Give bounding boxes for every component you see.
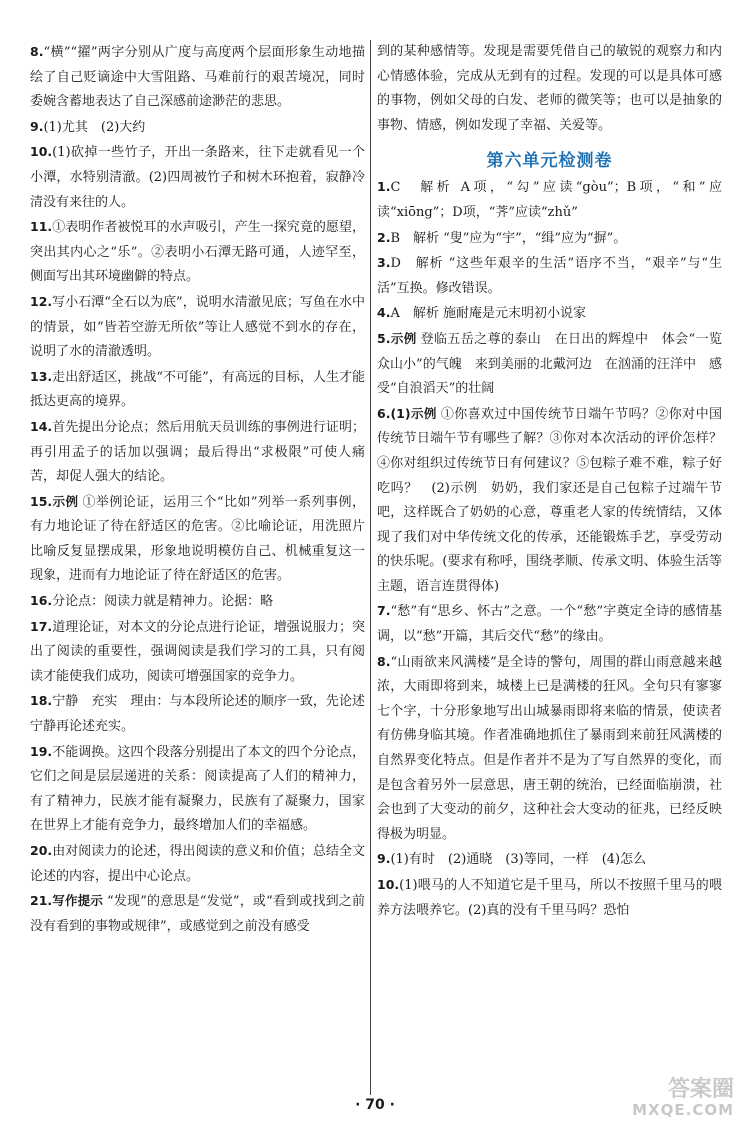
answer-item — [30, 40, 365, 115]
answer-number: 15. — [30, 493, 53, 509]
answer-number: 5. — [377, 330, 391, 346]
answer-number: 13. — [30, 368, 53, 384]
answer-item — [30, 215, 365, 290]
answer-text: “山雨欲来风满楼”是全诗的警句，周围的群山雨意越来越浓，大雨即将到来，城楼上已是满楼的狂风。全句只有寥寥七个字，十分形象地写出山城暴雨即将来临的情景，使读者有仿佛身临其境。作者准确地抓住了暴雨到来前狂风满楼的自然界变化特点。但是作者并不是为了写自然界的变化，而是包含着另外一层意思，唐王朝的统治，已经面临崩溃，社会也到了大变动的前夕，这种社会大变动的征兆，已经反映得极为明显。 — [377, 654, 722, 842]
answer-number: 11. — [30, 219, 53, 235]
section-title: 第六单元检测卷 — [486, 151, 613, 172]
answer-text: (1)有时 (2)通晓 (3)等同，一样 (4)怎么 — [390, 852, 647, 868]
answer-number: 10. — [377, 877, 400, 892]
answer-number: 8. — [377, 653, 391, 669]
answer-item — [377, 402, 722, 600]
column-divider — [370, 40, 371, 1095]
answer-text: ①表明作者被悦耳的水声吸引，产生一探究竟的愿望，突出其内心之“乐”。②表明小石潭无路可通，人迹罕至，侧面写出其环境幽僻的特点。 — [30, 220, 365, 285]
answer-text: 分论点：阅读力就是精神力。论据：略 — [52, 594, 274, 610]
answer-item — [377, 175, 722, 225]
continued-answer-21: 到的某种感情等。发现是需要凭借自己的敏锐的观察力和内心情感体验，完成从无到有的过程。发现的可以是具体可感的事物，例如父母的白发、老师的微笑等；也可以是抽象的事物、情感，例如发现了幸福、关爱等。 — [377, 44, 722, 133]
answer-text: D 解析 “这些年艰辛的生活”语序不当，“艰辛”与“生活”互换。修改错误。 — [377, 256, 722, 296]
answer-text: (1)尤其 (2)大约 — [43, 119, 146, 135]
answer-item — [377, 599, 722, 649]
answer-number: 10. — [30, 144, 53, 160]
answer-item — [377, 327, 722, 402]
left-column — [30, 40, 365, 939]
answer-number: 20. — [30, 843, 53, 858]
watermark-top: 答案圈 — [667, 1077, 734, 1102]
answer-text: “横”“擢”两字分别从广度与高度两个层面形象生动地描绘了自己贬谪途中大雪阻路、马难前行的艰苦境况，同时委婉含蓄地表达了自己深感前途渺茫的悲思。 — [30, 45, 365, 110]
right-column — [377, 40, 722, 923]
answer-item — [30, 415, 365, 490]
answer-text: A 解析 施耐庵是元末明初小说家 — [390, 306, 586, 322]
watermark-logo — [614, 1079, 734, 1123]
answer-item — [30, 689, 365, 739]
answer-text: 由对阅读力的论述，得出阅读的意义和价值；总结全文论述的内容，提出中心论点。 — [30, 844, 365, 884]
answer-text: 走出舒适区，挑战“不可能”，有高远的目标，人生才能抵达更高的境界。 — [30, 369, 365, 410]
answer-number: 18. — [30, 693, 53, 709]
answer-item — [377, 650, 722, 848]
answer-item — [30, 290, 365, 365]
answer-number: 8. — [30, 44, 44, 59]
answer-number: 7. — [377, 603, 391, 619]
answer-number: 2. — [377, 229, 391, 245]
answer-text: “发现”的意思是“发觉”，或“看到或找到之前没有看到的事物或规律”，或感觉到之前没有感受 — [30, 894, 365, 934]
answer-tag: 示例 — [52, 493, 79, 509]
answer-number: 21. — [30, 893, 53, 909]
answer-text: 写小石潭“全石以为底”，说明水清澈见底；写鱼在水中的情景，如“皆若空游无所依”等让人感觉不到水的存在，说明了水的清澈透明。 — [30, 294, 365, 360]
answer-item — [30, 589, 365, 615]
answer-item — [377, 251, 722, 301]
answer-tag: (1)示例 — [390, 405, 437, 421]
answer-item — [377, 226, 722, 252]
answer-number: 6. — [377, 405, 391, 421]
answer-item — [377, 847, 722, 873]
answer-text: 首先提出分论点；然后用航天员训练的事例进行证明；再引用孟子的话加以强调；最后得出“求极限”可使人痛苦，却促人强大的结论。 — [30, 419, 365, 485]
answer-text: 不能调换。这四个段落分别提出了本文的四个分论点，它们之间是层层递进的关系：阅读提高了人们的精神力，有了精神力，民族才能有凝聚力，民族有了凝聚力，国家在世界上才能有竞争力，最终增加人们的幸福感。 — [30, 744, 365, 834]
answer-number: 1. — [377, 179, 391, 195]
answer-text: “愁”有“思乡、怀古”之意。一个“愁”字奠定全诗的感情基调，以“愁”开篇，其后交代“愁”的缘由。 — [377, 604, 722, 645]
answer-item — [377, 301, 722, 327]
answer-number: 16. — [30, 593, 53, 609]
answer-item — [30, 490, 365, 589]
answer-text: ①举例论证，运用三个“比如”列举一系列事例，有力地论证了待在舒适区的危害。②比喻论证，用洗照片比喻反复显摆成果，形象地说明模仿自己、机械重复这一现象，进而有力地论证了待在舒适区的危害。 — [30, 494, 365, 584]
answer-item — [30, 889, 365, 939]
answer-text: 登临五岳之尊的泰山 在日出的辉煌中 体会“一览众山小”的气魄 来到美丽的北戴河边 在汹涌的汪洋中 感受“自浪滔天”的壮阔 — [377, 331, 722, 397]
answer-number: 14. — [30, 418, 53, 434]
answer-item — [30, 839, 365, 889]
answer-text: ①你喜欢过中国传统节日端午节吗？②你对中国传统节日端午节有哪些了解？③你对本次活动的评价怎样？④你对组织过传统节日有何建议？⑤包粽子难不难，粽子好吃吗？ (2)示例 奶奶，我们家还是自己包粽子过端午节吧，这样既合了奶奶的心意，尊重老人家的传统情结，又体现了我们对中华传统文化的传承，还能锻炼手艺，享受劳动的快乐呢。(要求有称呼，围绕孝顺、传承文明、体验生活等主题，语言连贯得体) — [377, 406, 722, 594]
answer-text: B 解析 “叟”应为“宇”，“缉”应为“摒”。 — [390, 230, 627, 246]
answer-text: (1)砍掉一些竹子，开出一条路来，往下走就看见一个小潭，水特别清澈。(2)四周被竹子和树木环抱着，寂静冷清没有来往的人。 — [30, 145, 365, 210]
unit-six-answers — [377, 175, 722, 923]
answer-number: 9. — [377, 851, 391, 867]
answer-text: 道理论证，对本文的分论点进行论证，增强说服力；突出了阅读的重要性，强调阅读是我们学习的工具，只有阅读才能使我们成功，阅读可增强国家的竞争力。 — [30, 619, 365, 684]
answer-text: C 解析 A项，“勾”应读“gòu”；B项，“和”应读“xiōng”；D项，“荠”应读“zhǔ” — [377, 180, 722, 220]
answer-item — [377, 873, 722, 923]
answer-number: 4. — [377, 305, 391, 321]
answer-item — [30, 115, 365, 141]
answer-item — [30, 365, 365, 415]
answer-text: 宁静 充实 理由：与本段所论述的顺序一致，先论述宁静再论述充实。 — [30, 694, 365, 735]
answer-text: (1)喂马的人不知道它是千里马，所以不按照千里马的喂养方法喂养它。(2)真的没有千里马吗？恐怕 — [377, 878, 722, 918]
answer-number: 19. — [30, 743, 53, 759]
answer-number: 9. — [30, 118, 44, 134]
answer-item — [30, 615, 365, 690]
answer-item — [30, 740, 365, 839]
watermark-bottom: MXQE.COM — [632, 1101, 734, 1119]
answer-number: 17. — [30, 618, 53, 634]
answer-number: 12. — [30, 293, 53, 309]
page-number: · 70 · — [355, 1097, 395, 1113]
answer-tag: 写作提示 — [52, 893, 104, 909]
answer-tag: 示例 — [390, 330, 417, 346]
answer-number: 3. — [377, 255, 391, 271]
answer-item — [30, 140, 365, 215]
